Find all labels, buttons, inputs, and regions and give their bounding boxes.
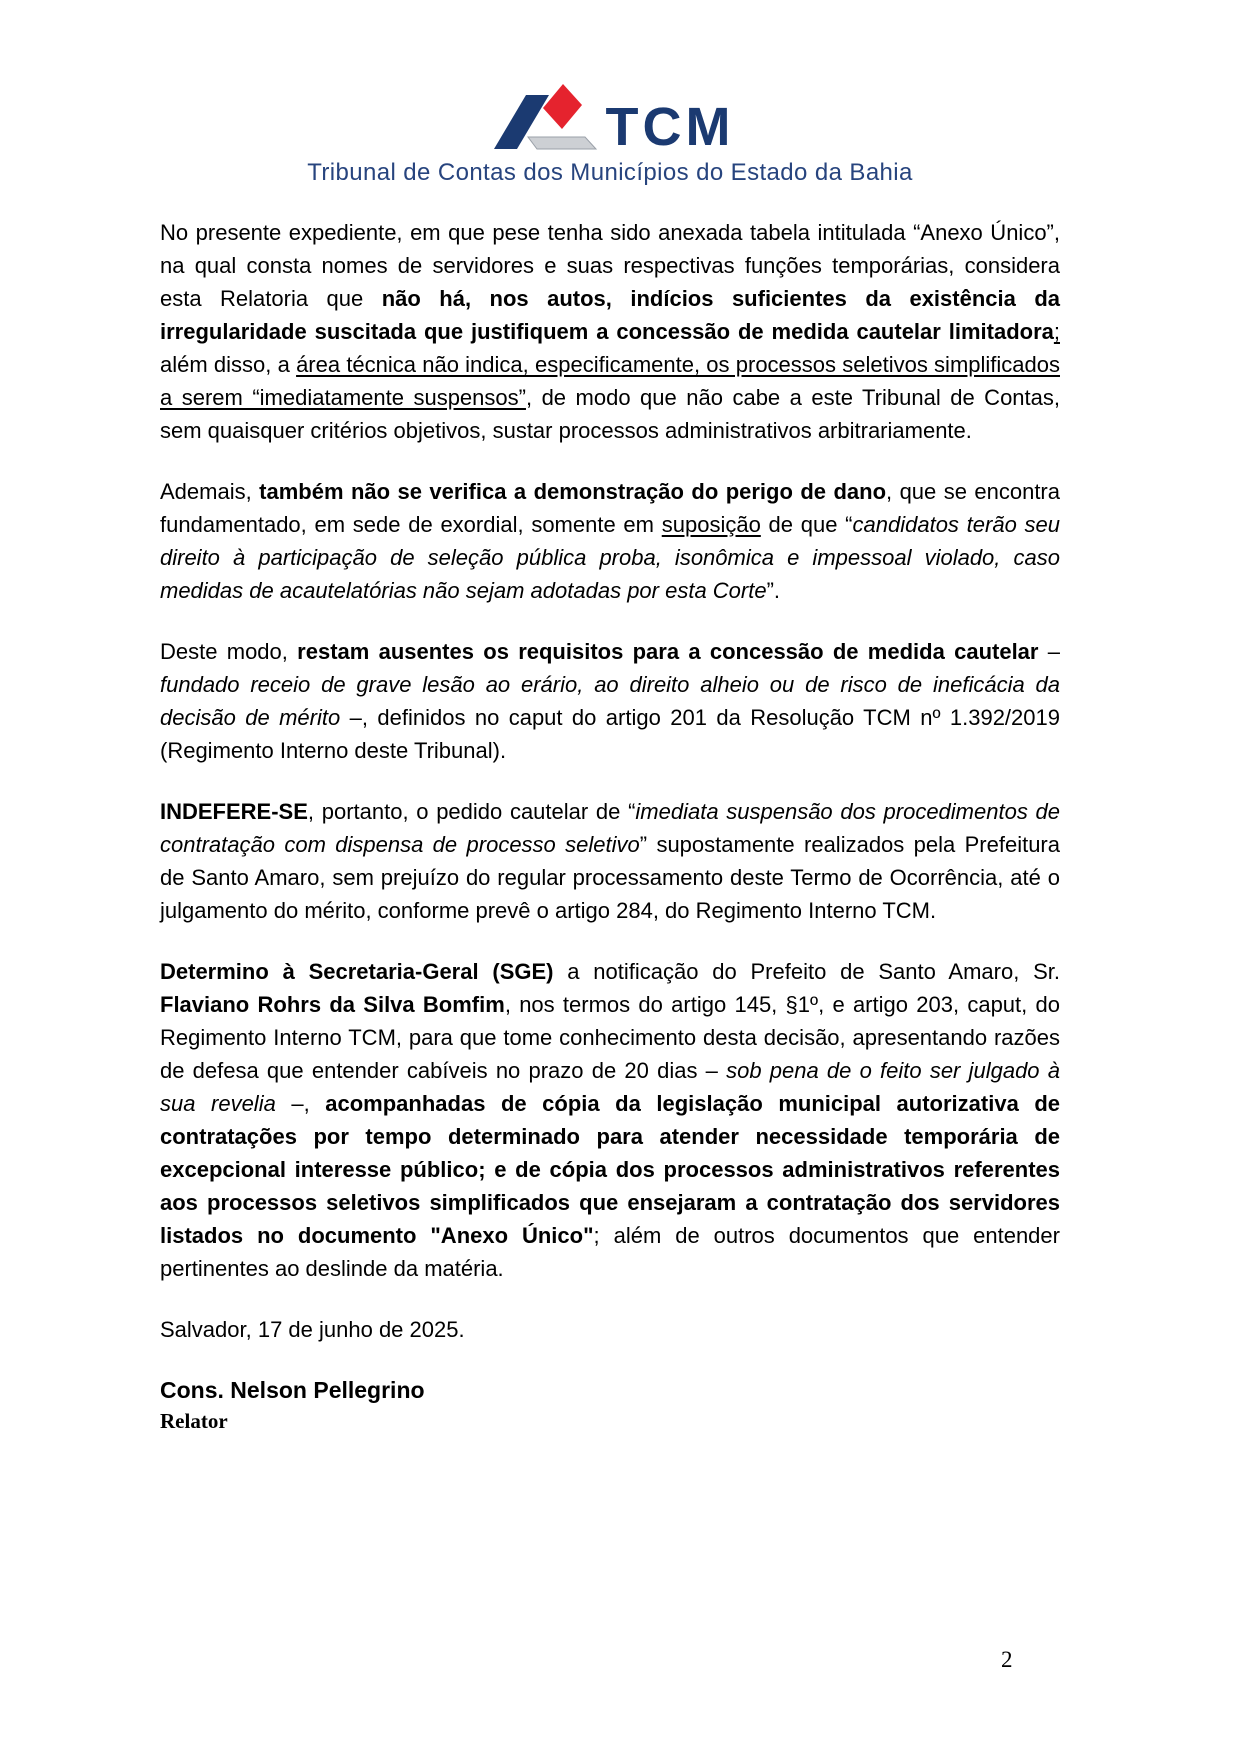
paragraph — [160, 635, 1060, 767]
text-run: Determino à Secretaria-Geral (SGE) — [160, 959, 554, 984]
text-run: , portanto, o pedido cautelar de “ — [307, 799, 636, 824]
paragraph — [160, 475, 1060, 607]
text-run: Flaviano Rohrs da Silva Bomfim — [160, 992, 505, 1017]
logo-subtitle: Tribunal de Contas dos Municípios do Estado da Bahia — [307, 159, 913, 186]
logo-gray-shape — [528, 137, 596, 149]
logo-red-shape — [543, 84, 582, 129]
text-run: candidatos terão seu direito à participação de seleção pública proba, isonômica e impessoal violado, caso medidas de acautelatórias não sejam adotadas por esta Corte — [160, 512, 1061, 603]
tcm-logo-mark-icon — [486, 82, 600, 152]
header — [160, 80, 1060, 187]
logo-acronym: TCM — [605, 97, 735, 158]
text-run: , que se encontra fundamentado, em sede de exordial, somente em — [160, 479, 1060, 537]
signature-block — [160, 1374, 1060, 1436]
date-line: Salvador, 17 de junho de 2025. — [160, 1317, 465, 1342]
paragraph — [160, 795, 1060, 927]
document-paragraphs — [160, 216, 1060, 1285]
text-run: ; — [1053, 319, 1060, 344]
text-run: fundado receio de grave lesão ao erário, ao direito alheio ou de risco de ineficácia da decisão de mérito — [160, 672, 1060, 730]
text-run: ; além de outros documentos que entender pertinentes ao deslinde da matéria. — [160, 1223, 1060, 1281]
text-run: sob pena de o feito ser julgado à sua revelia — [160, 1058, 1060, 1116]
signature-role: Relator — [160, 1409, 228, 1433]
text-run: a notificação do Prefeito de Santo Amaro, Sr. — [553, 959, 1060, 984]
text-run: área técnica não indica, especificamente, os processos seletivos simplificados a serem “imediatamente suspensos” — [160, 352, 1060, 410]
text-run: No presente expediente, em que pese tenha sido anexada tabela intitulada “Anexo Único”, na qual consta nomes de servidores e suas respectivas funções temporárias, considera esta Relatoria que — [160, 220, 1060, 311]
text-run: Ademais, — [160, 479, 260, 504]
text-run: não há, nos autos, indícios suficientes da existência da irregularidade suscitada que justifiquem a concessão de medida cautelar limitadora — [160, 286, 1061, 344]
document-body — [160, 216, 1060, 1436]
text-run: –, definidos no caput do artigo 201 da Resolução TCM nº 1.392/2019 (Regimento Interno deste Tribunal). — [160, 705, 1060, 763]
paragraph — [160, 955, 1060, 1285]
text-run: acompanhadas de cópia da legislação municipal autorizativa de contratações por tempo determinado para atender necessidade temporária de excepcional interesse público; e de cópia dos processos administrativos referentes aos processos seletivos simplificados que ensejaram a contratação dos servidores listados no documento "Anexo Único" — [160, 1091, 1061, 1248]
tcm-logo — [160, 80, 1060, 158]
text-run: –, — [275, 1091, 326, 1116]
text-run: além disso, a — [160, 352, 297, 377]
text-run: INDEFERE-SE — [160, 799, 308, 824]
text-run: imediata suspensão dos procedimentos de contratação com dispensa de processo seletivo — [160, 799, 1060, 857]
signature-name: Cons. Nelson Pellegrino — [160, 1377, 425, 1403]
text-run: suposição — [661, 512, 761, 537]
text-run: restam ausentes os requisitos para a concessão de medida cautelar — [297, 639, 1039, 664]
text-run: – — [1038, 639, 1060, 664]
text-run: Deste modo, — [160, 639, 298, 664]
text-run: ” supostamente realizados pela Prefeitura de Santo Amaro, sem prejuízo do regular processamento deste Termo de Ocorrência, até o julgamento do mérito, conforme prevê o artigo 284, do Regimento Interno TCM. — [160, 832, 1060, 923]
text-run: também não se verifica a demonstração do perigo de dano — [259, 479, 887, 504]
paragraph — [160, 216, 1060, 447]
page-number: 2 — [1001, 1647, 1013, 1672]
text-run: , de modo que não cabe a este Tribunal de Contas, sem quaisquer critérios objetivos, sustar processos administrativos arbitrariamente. — [160, 385, 1060, 443]
text-run: , nos termos do artigo 145, §1º, e artigo 203, caput, do Regimento Interno TCM, para que tome conhecimento desta decisão, apresentando razões de defesa que entender cabíveis no prazo de 20 dias – — [160, 992, 1061, 1083]
text-run: de que “ — [760, 512, 853, 537]
text-run: ”. — [766, 578, 781, 603]
